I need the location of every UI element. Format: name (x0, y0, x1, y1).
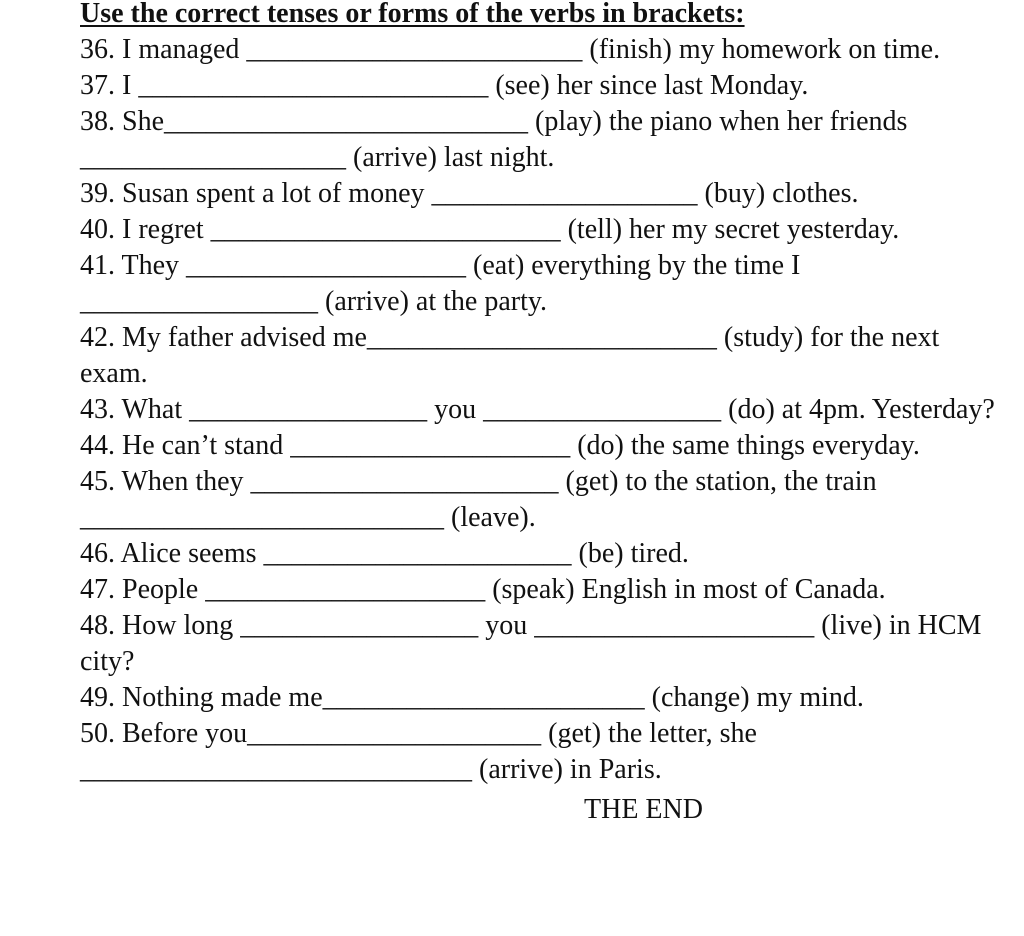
end-label: THE END (584, 794, 703, 825)
exercise-line-42b: exam. (80, 358, 148, 389)
exercise-line-47: 47. People ____________________ (speak) English in most of Canada. (80, 574, 886, 605)
exercise-line-50a: 50. Before you_____________________ (get) the letter, she (80, 718, 757, 749)
exercise-line-41b: _________________ (arrive) at the party. (80, 286, 548, 317)
exercise-line-42a: 42. My father advised me_________________________ (study) for the next (80, 322, 940, 353)
exercise-line-38b: ___________________ (arrive) last night. (80, 142, 555, 173)
exercise-line-45a: 45. When they ______________________ (get) to the station, the train (80, 466, 877, 497)
page-title: Use the correct tenses or forms of the verbs in brackets: (80, 0, 745, 29)
exercise-line-48b: city? (80, 646, 135, 677)
exercise-line-49: 49. Nothing made me_______________________ (change) my mind. (80, 682, 864, 713)
exercise-line-46: 46. Alice seems ______________________ (be) tired. (80, 538, 689, 569)
exercise-line-38a: 38. She__________________________ (play) the piano when her friends (80, 106, 908, 137)
exercise-line-44: 44. He can’t stand ____________________ (do) the same things everyday. (80, 430, 920, 461)
exercise-line-45b: __________________________ (leave). (80, 502, 536, 533)
exercise-line-36: 36. I managed ________________________ (finish) my homework on time. (80, 34, 941, 65)
exercise-line-43: 43. What _________________ you _________________ (do) at 4pm. Yesterday? (80, 394, 995, 425)
exercise-line-41a: 41. They ____________________ (eat) everything by the time I (80, 250, 801, 281)
exercise-line-50b: ____________________________ (arrive) in Paris. (80, 754, 662, 785)
exercise-line-40: 40. I regret _________________________ (tell) her my secret yesterday. (80, 214, 900, 245)
exercise-line-39: 39. Susan spent a lot of money ___________________ (buy) clothes. (80, 178, 859, 209)
exercise-line-37: 37. I _________________________ (see) her since last Monday. (80, 70, 809, 101)
exercise-line-48a: 48. How long _________________ you ____________________ (live) in HCM (80, 610, 982, 641)
